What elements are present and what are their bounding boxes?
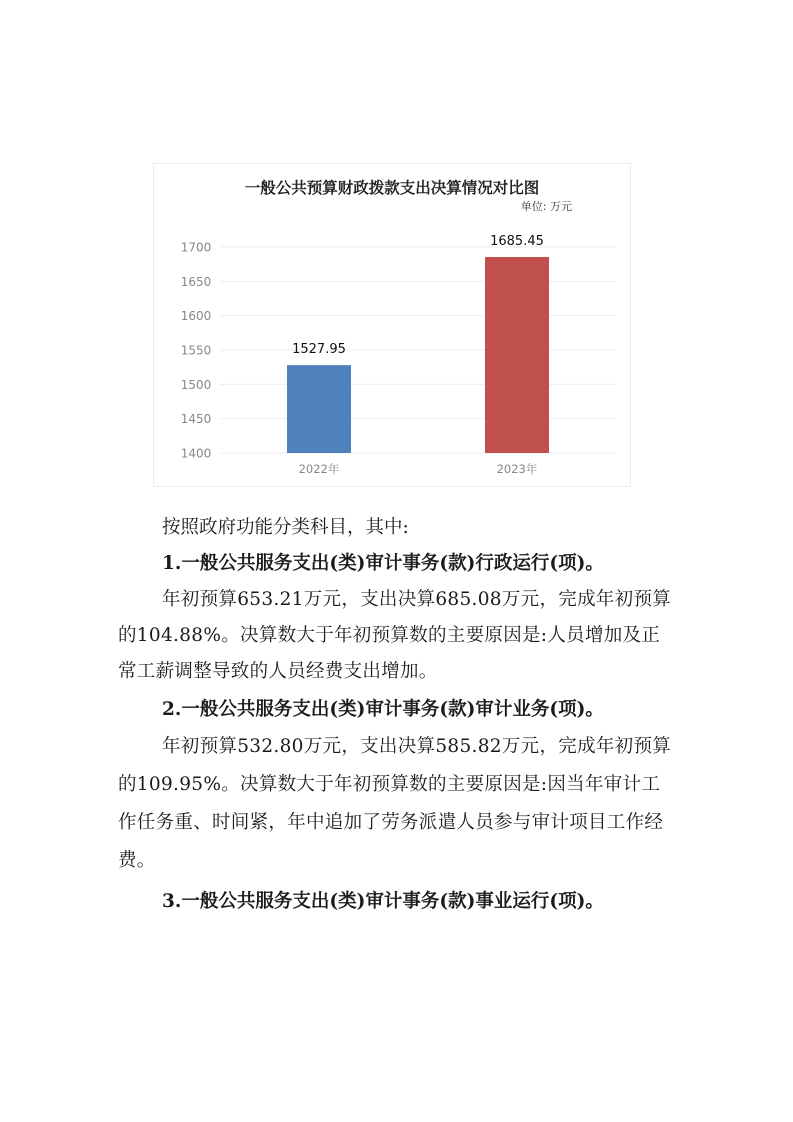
bar-value-label: 1527.95 — [292, 342, 346, 358]
y-tick-label: 1400 — [180, 446, 212, 461]
bar-chart — [153, 163, 631, 487]
bar — [287, 365, 351, 453]
y-tick-label: 1650 — [180, 274, 212, 289]
y-tick-label: 1500 — [180, 377, 212, 392]
item-2-body: 年初预算532.80万元，支出决算585.82万元，完成年初预算的109.95%。决算数大于年初预算数的主要原因是:因当年审计工作任务重、时间紧，年中追加了劳务派遣人员参与审计项目工作经费。 — [118, 736, 672, 871]
chart-unit-label: 单位: 万元 — [520, 200, 572, 213]
item-1-body: 年初预算653.21万元，支出决算685.08万元，完成年初预算的104.88%。决算数大于年初预算数的主要原因是:人员增加及正常工薪调整导致的人员经费支出增加。 — [118, 589, 672, 682]
x-tick-label: 2022年 — [298, 462, 340, 476]
intro-paragraph: 按照政府功能分类科目，其中: — [162, 517, 409, 538]
item-3-heading: 3.一般公共服务支出(类)审计事务(款)事业运行(项)。 — [162, 891, 604, 912]
chart-title: 一般公共预算财政拨款支出决算情况对比图 — [244, 179, 540, 197]
y-tick-label: 1450 — [180, 412, 212, 427]
bar-value-label: 1685.45 — [490, 233, 544, 249]
y-tick-label: 1700 — [180, 240, 212, 255]
x-tick-label: 2023年 — [496, 462, 538, 476]
item-1-heading: 1.一般公共服务支出(类)审计事务(款)行政运行(项)。 — [162, 553, 604, 574]
y-tick-label: 1600 — [180, 309, 212, 324]
y-tick-label: 1550 — [180, 343, 212, 358]
bar — [485, 257, 549, 453]
body-text — [118, 510, 678, 920]
item-2-heading: 2.一般公共服务支出(类)审计事务(款)审计业务(项)。 — [162, 699, 604, 720]
chart-plot — [154, 164, 630, 486]
